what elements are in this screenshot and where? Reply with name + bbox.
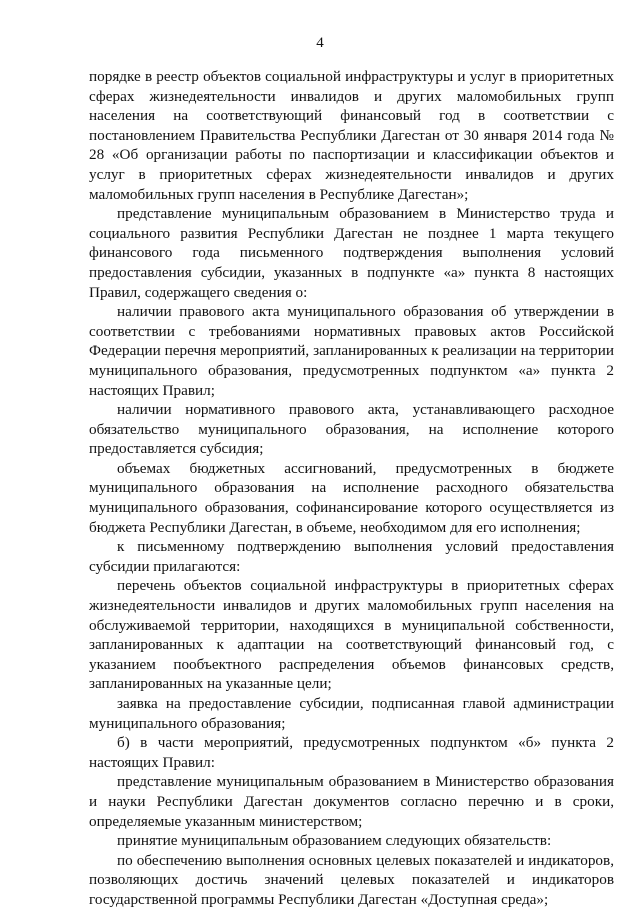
paragraph: принятие муниципальным образованием следующих обязательств: xyxy=(117,832,552,850)
paragraph: перечень объектов социальной инфраструктуры в приоритетных сферах жизнедеятельности инвалидов и других маломобильных групп населения на обслуживаемой территории, находящихся в муниципальной собственности, запланированных к адаптации на соответствующий финансовый год, с указанием пообъектного распределения объемов финансовых средств, запланированных на указанные цели; xyxy=(89,577,614,693)
paragraph: порядке в реестр объектов социальной инфраструктуры и услуг в приоритетных сферах жизнедеятельности инвалидов и других маломобильных групп населения на соответствующий финансовый год в соответствии с постановлением Правительства Республики Дагестан от 30 января 2014 года № 28 «Об организации работы по паспортизации и классификации объектов и услуг в приоритетных сферах жизнедеятельности инвалидов и других маломобильных групп населения в Республике Дагестан»; xyxy=(89,68,614,203)
paragraph: объемах бюджетных ассигнований, предусмотренных в бюджете муниципального образования на исполнение расходного обязательства муниципального образования, софинансирование которого осуществляется из бюджета Республики Дагестан, в объеме, необходимом для его исполнения; xyxy=(89,459,614,536)
paragraph: представление муниципальным образованием в Министерство образования и науки Республики Дагестан документов согласно перечню и в сроки, определяемые указанным министерством; xyxy=(89,773,614,830)
paragraph: представление муниципальным образованием в Министерство труда и социального развития Республики Дагестан не позднее 1 марта текущего финансового года письменного подтверждения выполнения условий предоставления субсидии, указанных в подпункте «а» пункта 8 настоящих Правил, содержащего сведения о: xyxy=(89,205,614,301)
paragraph: заявка на предоставление субсидии, подписанная главой администрации муниципального образования; xyxy=(89,695,614,732)
paragraph: наличии правового акта муниципального образования об утверждении в соответствии с требованиями нормативных правовых актов Российской Федерации перечня мероприятий, запланированных к реализации на территории муниципального образования, предусмотренных подпунктом «а» пункта 2 настоящих Правил; xyxy=(89,303,614,399)
page-number: 4 xyxy=(316,35,324,51)
document-body xyxy=(89,67,614,910)
paragraph: по обеспечению выполнения основных целевых показателей и индикаторов, позволяющих достичь значений целевых показателей и индикаторов государственной программы Республики Дагестан «Доступная среда»; xyxy=(89,851,614,908)
paragraph: б) в части мероприятий, предусмотренных подпунктом «б» пункта 2 настоящих Правил: xyxy=(89,734,614,771)
paragraph: к письменному подтверждению выполнения условий предоставления субсидии прилагаются: xyxy=(89,538,614,575)
paragraph: наличии нормативного правового акта, устанавливающего расходное обязательство муниципального образования, на исполнение которого предоставляется субсидия; xyxy=(89,401,614,458)
